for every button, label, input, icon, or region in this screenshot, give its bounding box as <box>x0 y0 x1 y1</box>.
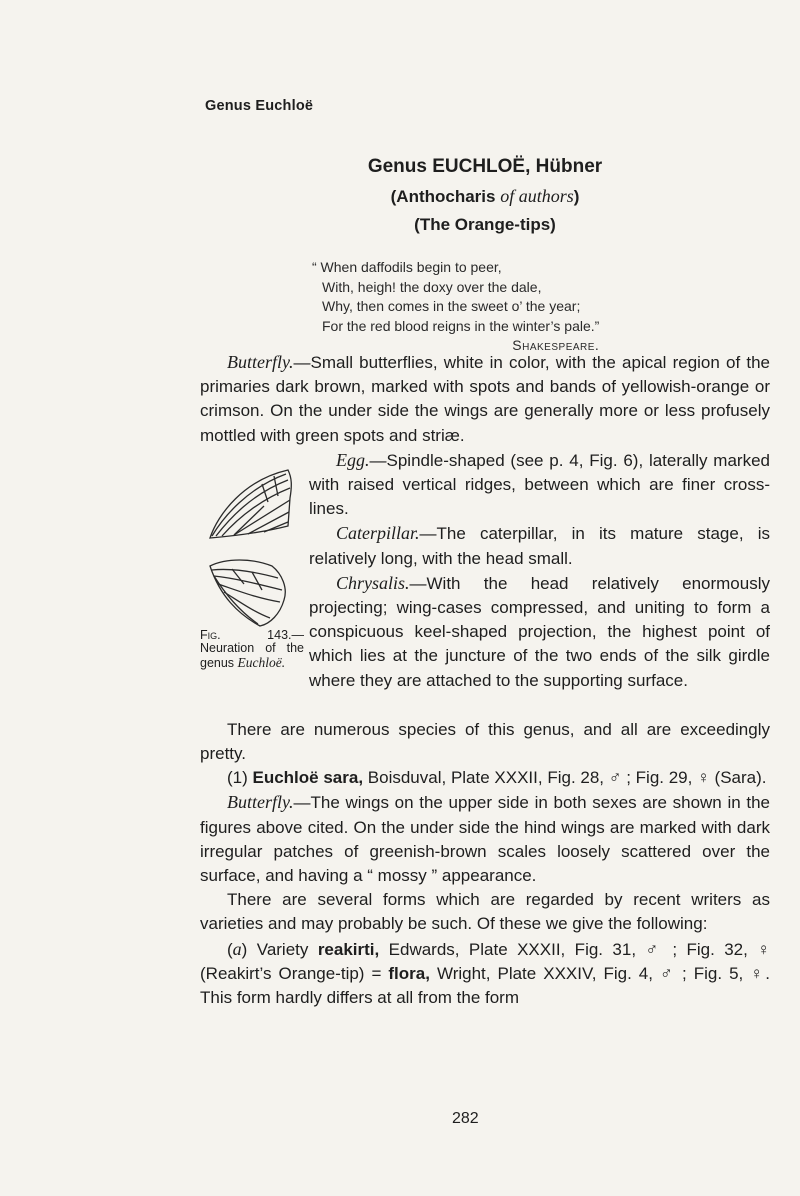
epigraph-line: “ When daffodils begin to peer, <box>312 259 502 275</box>
figure-caption <box>200 629 304 671</box>
paragraph-reakirti <box>200 937 770 1011</box>
species-name: Euchloë sara, <box>252 768 364 788</box>
label-egg: Egg. <box>336 449 370 470</box>
paragraph-species: There are numerous species of this genus, and all are exceedingly pretty. <box>200 719 770 764</box>
variety-name-reakirti: reakirti, <box>317 939 380 959</box>
text-butterfly: —Small butterflies, white in color, with the apical region of the primaries dark brown, marked with spots and bands of yellowish-orange or crimson. On the under side the wings are generally more or less profusely mottled with green spots and striæ. <box>200 353 770 445</box>
variety-mid: Edwards, Plate XXXII, Fig. 31, ♂ ; Fig. 32, ♀ (Reakirt’s Orange-tip) = <box>200 939 770 983</box>
figure-caption-italic: Euchloë. <box>237 654 286 670</box>
running-head: Genus Euchloë <box>205 98 314 114</box>
epigraph <box>312 258 599 356</box>
label-butterfly: Butterfly. <box>227 352 294 372</box>
variety-open: ( <box>227 939 233 959</box>
figure-label: Fig. 143.— <box>200 627 304 642</box>
species-text: Boisduval, Plate XXXII, Fig. 28, ♂ ; Fig. 29, ♀ (Sara). <box>363 768 767 788</box>
synonym-italic: of authors <box>500 186 574 206</box>
species-number: (1) <box>227 768 253 788</box>
variety-name-flora: flora, <box>388 963 430 983</box>
main-text <box>200 350 770 1010</box>
synonym-prefix: (Anthocharis <box>390 187 501 206</box>
label-chrysalis: Chrysalis. <box>336 572 410 593</box>
epigraph-line: Why, then comes in the sweet o’ the year; <box>322 298 581 314</box>
common-name: (The Orange-tips) <box>414 215 556 234</box>
genus-synonym <box>200 182 770 211</box>
text-sara-butterfly: —The wings on the upper side in both sexes are shown in the figures above cited. On the under side the hind wings are marked with dark irregular patches of greenish-brown scales loosely scattered over the surface, and having a “ mossy ” appearance. <box>200 793 770 886</box>
label-sara-butterfly: Butterfly. <box>227 792 294 813</box>
variety-end: Wright, Plate XXXIV, Fig. 4, ♂ ; Fig. 5, ♀. This form hardly differs at all from the form <box>200 963 770 1008</box>
label-caterpillar: Caterpillar. <box>336 523 420 544</box>
text-egg: —Spindle-shaped (see p. 4, Fig. 6), laterally marked with raised vertical ridges, between which are finer cross-lines. <box>309 450 770 519</box>
page-number: 282 <box>452 1110 479 1127</box>
genus-heading <box>200 152 770 239</box>
figure-caption-text: Neuration of the genus <box>200 641 304 670</box>
synonym-suffix: ) <box>573 187 580 206</box>
epigraph-attribution: Shakespeare. <box>512 337 600 353</box>
variety-close: ) Variety <box>241 939 318 959</box>
paragraph-varieties: There are several forms which are regarded by recent writers as varieties and may probably be such. Of these we give the following: <box>200 890 770 934</box>
epigraph-line: With, heigh! the doxy over the dale, <box>322 278 542 295</box>
genus-title: Genus EUCHLOË, Hübner <box>367 156 603 177</box>
paragraph-butterfly <box>200 350 770 448</box>
text-chrysalis: —With the head relatively enormously projecting; wing-cases compressed, and uniting to form a conspicuous keel-shaped projection, the highest point of which lies at the juncture of the two ends of the silk girdle where they are attached to the supporting surface. <box>309 573 770 690</box>
wing-neuration-icon <box>204 466 300 628</box>
variety-letter: a <box>232 938 242 959</box>
figure-143 <box>200 448 309 718</box>
paragraph-sara <box>200 766 770 790</box>
text-caterpillar: —The caterpillar, in its mature stage, is relatively long, with the head small. <box>309 524 770 568</box>
paragraph-sara-butterfly <box>200 790 770 888</box>
epigraph-line: For the red blood reigns in the winter’s pale.” <box>322 317 600 334</box>
